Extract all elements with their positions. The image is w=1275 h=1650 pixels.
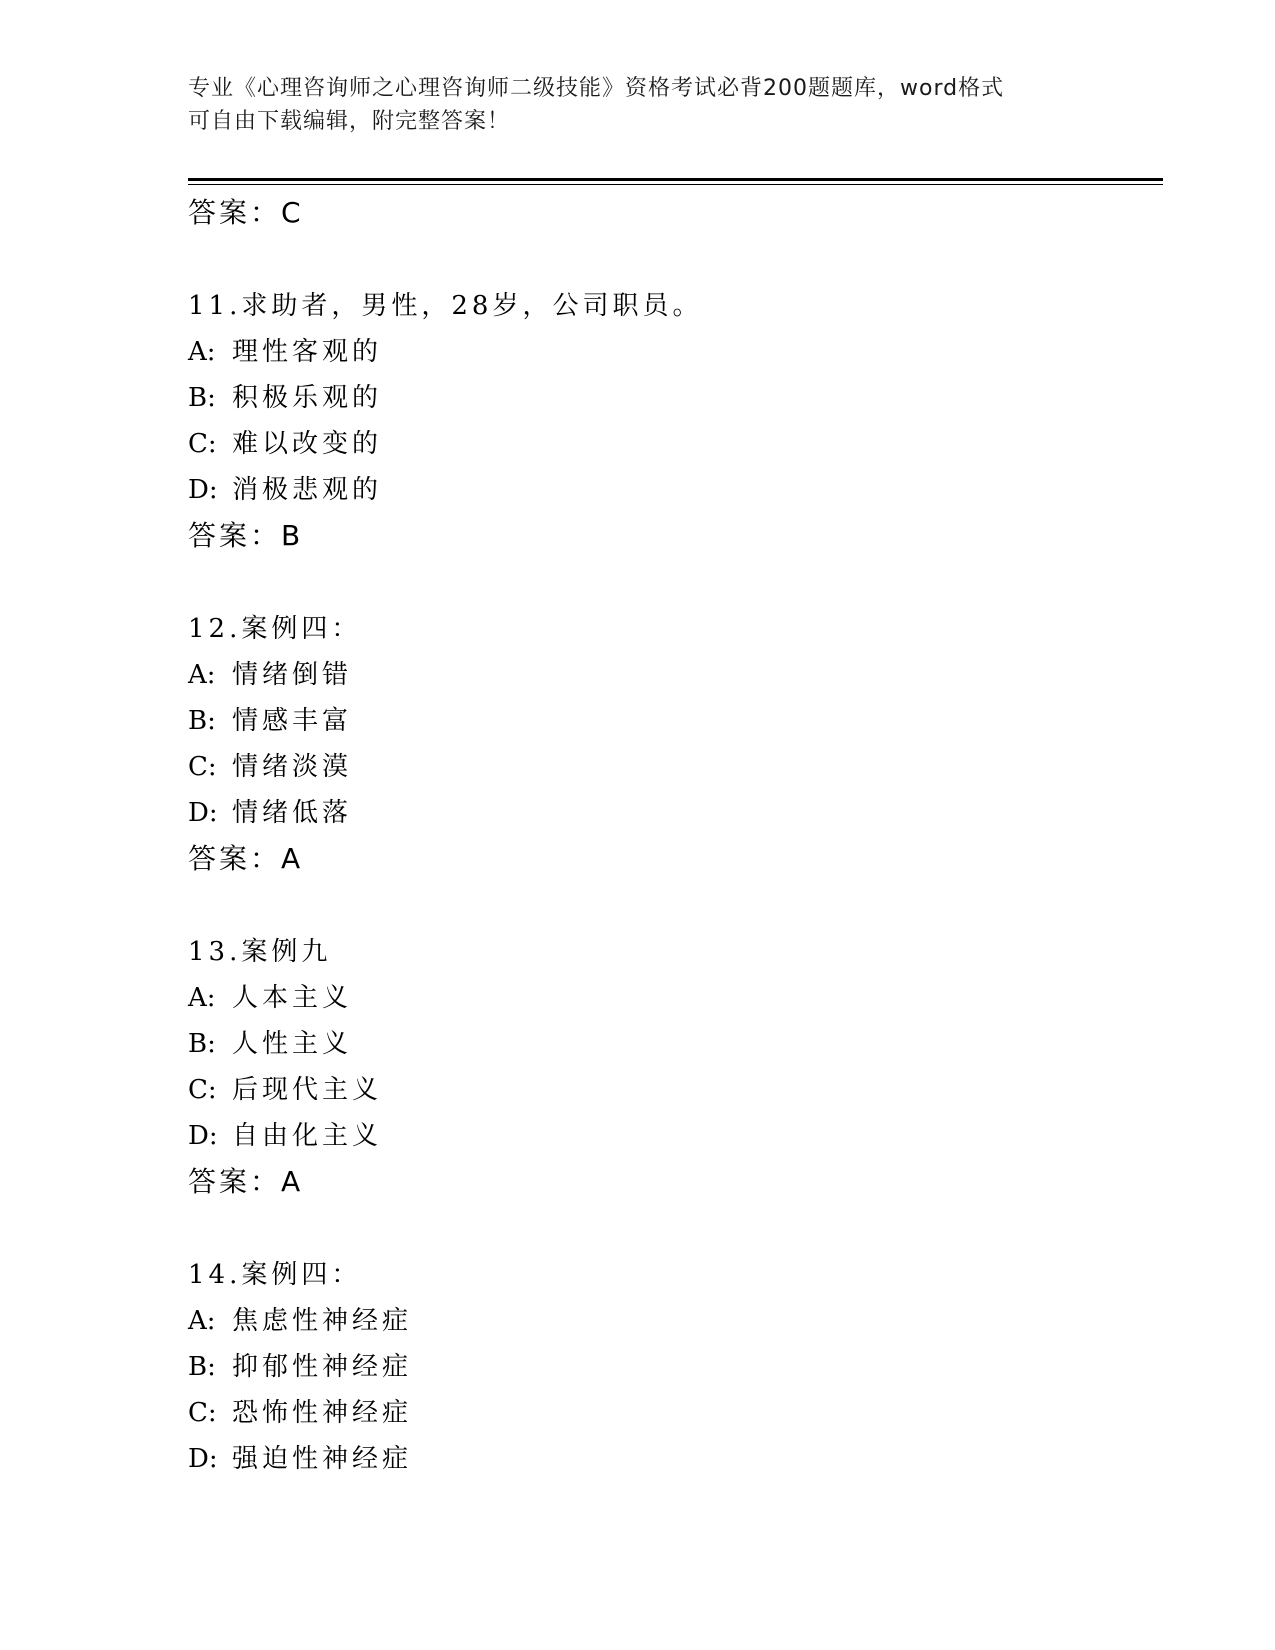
question-text: 案例四： bbox=[241, 1260, 362, 1290]
option-letter: B: bbox=[188, 383, 216, 413]
option-text: 人本主义 bbox=[232, 983, 353, 1013]
option-13-d bbox=[188, 1113, 1148, 1159]
document-header bbox=[188, 72, 1088, 138]
header-line-2: 可自由下载编辑，附完整答案！ bbox=[188, 109, 511, 134]
question-number: 12. bbox=[188, 614, 242, 644]
answer-line-13 bbox=[188, 1159, 1148, 1205]
option-text: 情绪倒错 bbox=[232, 660, 353, 690]
header-rule-thin bbox=[188, 184, 1163, 185]
option-letter: B: bbox=[188, 1352, 216, 1382]
option-letter: A: bbox=[188, 660, 216, 690]
option-14-b bbox=[188, 1344, 1148, 1390]
question-text: 案例四： bbox=[241, 614, 362, 644]
answer-label: 答案： bbox=[188, 1165, 282, 1198]
option-text: 情绪低落 bbox=[232, 798, 353, 828]
option-text: 后现代主义 bbox=[232, 1075, 383, 1105]
question-list bbox=[188, 190, 1148, 1482]
option-text: 理性客观的 bbox=[232, 337, 383, 367]
option-letter: A: bbox=[188, 337, 216, 367]
answer-line-11 bbox=[188, 513, 1148, 559]
option-letter: C: bbox=[188, 1075, 217, 1105]
option-text: 恐怖性神经症 bbox=[232, 1398, 413, 1428]
option-letter: C: bbox=[188, 752, 217, 782]
question-13 bbox=[188, 929, 1148, 975]
option-12-a bbox=[188, 652, 1148, 698]
option-letter: A: bbox=[188, 983, 216, 1013]
option-11-c bbox=[188, 421, 1148, 467]
answer-value: B bbox=[281, 519, 302, 552]
option-text: 抑郁性神经症 bbox=[232, 1352, 413, 1382]
option-text: 焦虑性神经症 bbox=[232, 1306, 413, 1336]
answer-label: 答案： bbox=[188, 842, 282, 875]
question-text: 求助者，男性，28岁，公司职员。 bbox=[241, 291, 703, 321]
question-14 bbox=[188, 1252, 1148, 1298]
option-13-b bbox=[188, 1021, 1148, 1067]
option-letter: C: bbox=[188, 1398, 217, 1428]
option-13-c bbox=[188, 1067, 1148, 1113]
option-14-a bbox=[188, 1298, 1148, 1344]
option-12-b bbox=[188, 698, 1148, 744]
answer-label: 答案： bbox=[188, 519, 282, 552]
question-number: 13. bbox=[188, 937, 242, 967]
option-letter: B: bbox=[188, 1029, 216, 1059]
option-text: 人性主义 bbox=[232, 1029, 353, 1059]
question-number: 14. bbox=[188, 1260, 242, 1290]
option-letter: C: bbox=[188, 429, 217, 459]
option-letter: B: bbox=[188, 706, 216, 736]
answer-line-12 bbox=[188, 836, 1148, 882]
option-text: 难以改变的 bbox=[232, 429, 383, 459]
question-11 bbox=[188, 283, 1148, 329]
option-letter: D: bbox=[188, 1121, 218, 1151]
option-13-a bbox=[188, 975, 1148, 1021]
option-11-b bbox=[188, 375, 1148, 421]
option-text: 情绪淡漠 bbox=[232, 752, 353, 782]
option-14-c bbox=[188, 1390, 1148, 1436]
answer-label: 答案： bbox=[188, 196, 282, 229]
option-text: 消极悲观的 bbox=[232, 475, 383, 505]
header-rule-thick bbox=[188, 178, 1163, 181]
option-letter: D: bbox=[188, 475, 218, 505]
option-12-d bbox=[188, 790, 1148, 836]
question-number: 11. bbox=[188, 291, 242, 321]
header-line-1: 专业《心理咨询师之心理咨询师二级技能》资格考试必背200题题库，word格式 bbox=[188, 76, 1005, 101]
option-letter: D: bbox=[188, 798, 218, 828]
option-letter: D: bbox=[188, 1444, 218, 1474]
question-12 bbox=[188, 606, 1148, 652]
option-letter: A: bbox=[188, 1306, 216, 1336]
option-text: 自由化主义 bbox=[232, 1121, 383, 1151]
option-14-d bbox=[188, 1436, 1148, 1482]
option-12-c bbox=[188, 744, 1148, 790]
answer-line-10 bbox=[188, 190, 1148, 236]
option-text: 积极乐观的 bbox=[232, 383, 383, 413]
answer-value: A bbox=[281, 842, 302, 875]
option-11-d bbox=[188, 467, 1148, 513]
option-text: 情感丰富 bbox=[232, 706, 353, 736]
answer-value: C bbox=[281, 196, 302, 229]
question-text: 案例九 bbox=[241, 937, 332, 967]
option-11-a bbox=[188, 329, 1148, 375]
option-text: 强迫性神经症 bbox=[232, 1444, 413, 1474]
answer-value: A bbox=[281, 1165, 302, 1198]
